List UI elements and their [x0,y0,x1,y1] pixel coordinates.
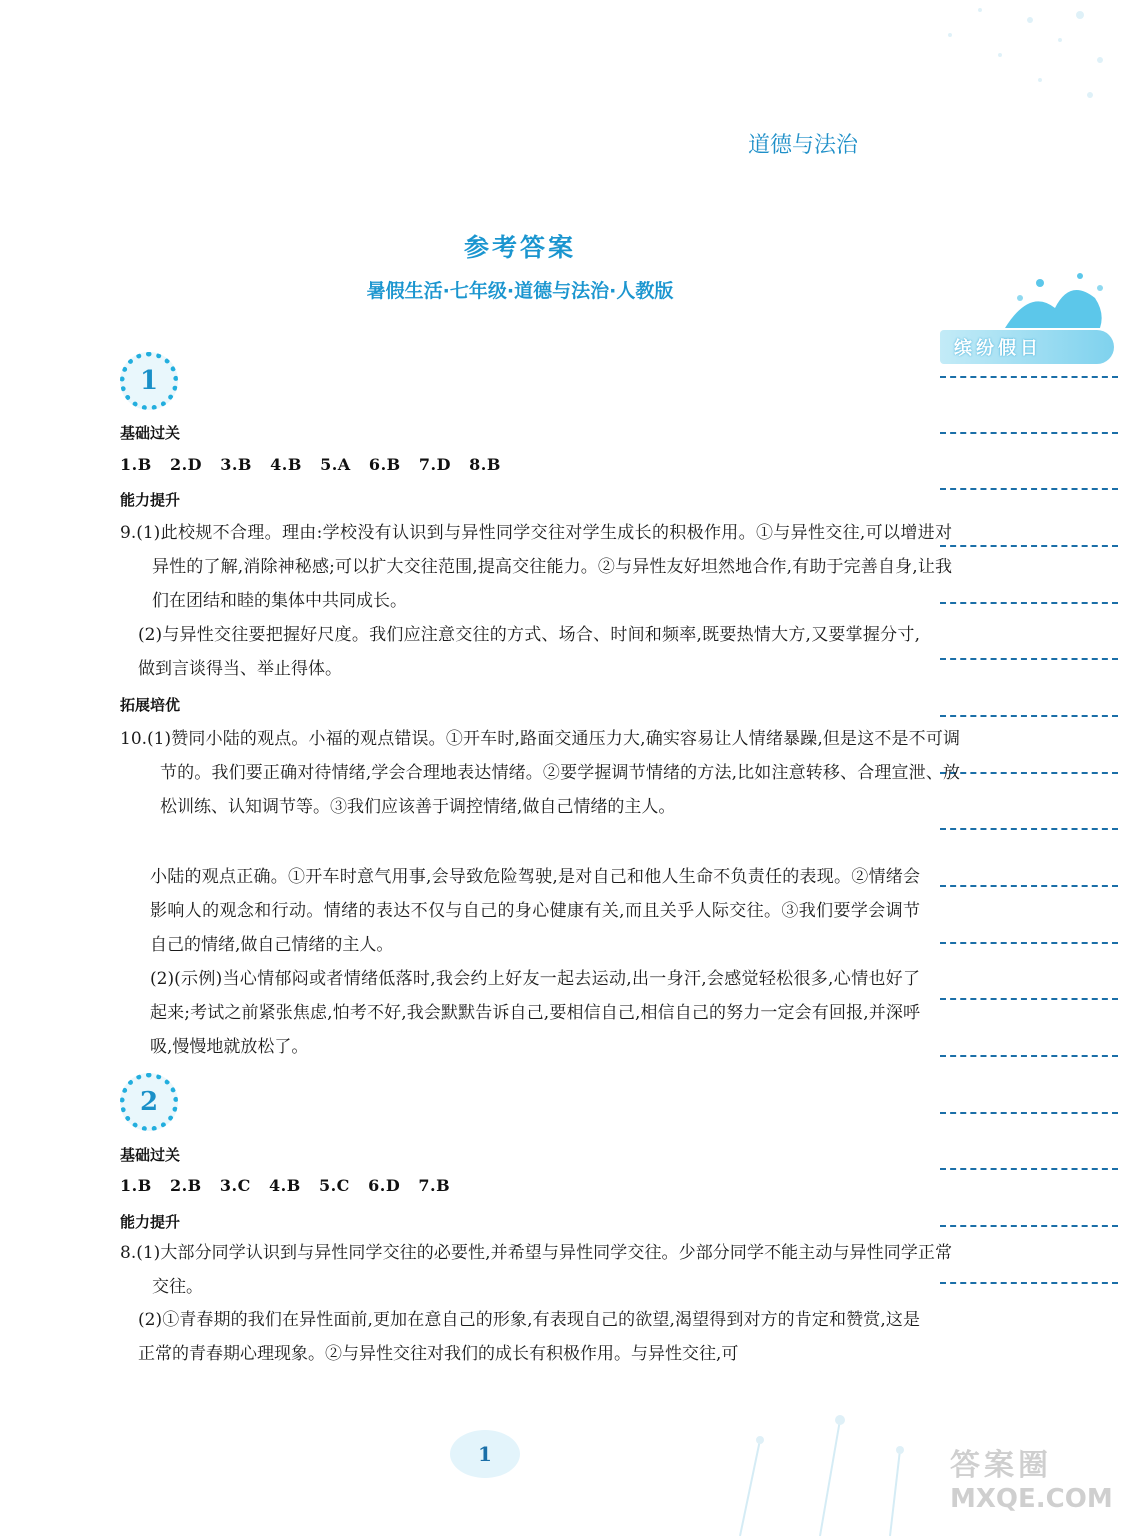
subject-label: 道德与法治 [748,133,859,158]
answer-paragraph: 9.(1)此校规不合理。理由:学校没有认识到与异性同学交往对学生成长的积极作用。①与异性交往,可以增进对异性的了解,消除神秘感;可以扩大交往范围,提高交往能力。②与异性友好坦然地合作,有助于完善自身,让我们在团结和睦的集体中共同成长。 [120,523,952,611]
page-title: 参考答案 [463,233,576,262]
section-number-badge: 2 [120,1073,178,1131]
page-number: 1 [450,1430,520,1478]
answer-list: 1.B 2.D 3.B 4.B 5.A 6.B 7.D 8.B [120,455,501,474]
section-heading: 基础过关 [120,424,181,442]
note-line [940,828,1118,830]
note-line [940,602,1118,604]
note-line [940,772,1118,774]
site-watermark [950,1440,1120,1530]
watermark-top-text: 答案圈 [950,1448,1052,1483]
note-line [940,885,1118,887]
answer-paragraph: 小陆的观点正确。①开车时意气用事,会导致危险驾驶,是对自己和他人生命不负责任的表现。②情绪会影响人的观念和行动。情绪的表达不仅与自己的身心健康有关,而且关乎人际交往。③我们要学会调节自己的情绪,做自己情绪的主人。 [150,867,920,955]
note-line [940,658,1118,660]
watermark-bottom-text: MXQE.COM [950,1484,1113,1514]
holiday-label: 缤纷假日 [940,330,1114,364]
answer-paragraph: (2)①青春期的我们在异性面前,更加在意自己的形象,有表现自己的欲望,渴望得到对方的肯定和赞赏,这是正常的青春期心理现象。②与异性交往对我们的成长有积极作用。与异性交往,可 [138,1310,920,1364]
splash-decoration-icon [1000,268,1110,338]
note-line [940,715,1118,717]
answer-list: 1.B 2.B 3.C 4.B 5.C 6.D 7.B [120,1176,451,1195]
note-line [940,1055,1118,1057]
answer-paragraph: (2)(示例)当心情郁闷或者情绪低落时,我会约上好友一起去运动,出一身汗,会感觉轻松很多,心情也好了起来;考试之前紧张焦虑,怕考不好,我会默默告诉自己,要相信自己,相信自己的努力一定会有回报,并深呼吸,慢慢地就放松了。 [150,969,920,1057]
note-line [940,1282,1118,1284]
section-heading: 基础过关 [120,1146,181,1164]
section-heading: 能力提升 [120,491,181,509]
answer-paragraph: 10.(1)赞同小陆的观点。小福的观点错误。①开车时,路面交通压力大,确实容易让人情绪暴躁,但是这不是不可调节的。我们要正确对待情绪,学会合理地表达情绪。②要学握调节情绪的方法,比如注意转移、合理宣泄、放松训练、认知调节等。③我们应该善于调控情绪,做自己情绪的主人。 [120,729,960,817]
section-number-badge: 1 [120,352,178,410]
note-line [940,488,1118,490]
note-line [940,432,1118,434]
page-subtitle: 暑假生活·七年级·道德与法治·人教版 [366,280,674,302]
note-line [940,998,1118,1000]
note-line [940,1168,1118,1170]
note-line [940,1225,1118,1227]
answer-paragraph: (2)与异性交往要把握好尺度。我们应注意交往的方式、场合、时间和频率,既要热情大方,又要掌握分寸,做到言谈得当、举止得体。 [138,625,920,679]
answer-paragraph: 8.(1)大部分同学认识到与异性同学交往的必要性,并希望与异性同学交往。少部分同学不能主动与异性同学正常交往。 [120,1243,952,1297]
decorative-bottom-pattern [700,1380,960,1536]
section-heading: 能力提升 [120,1213,181,1231]
note-line [940,545,1118,547]
section-heading: 拓展培优 [120,696,181,714]
note-line [940,942,1118,944]
decorative-top-right-pattern [780,0,1122,120]
note-line [940,1112,1118,1114]
note-line [940,376,1118,378]
